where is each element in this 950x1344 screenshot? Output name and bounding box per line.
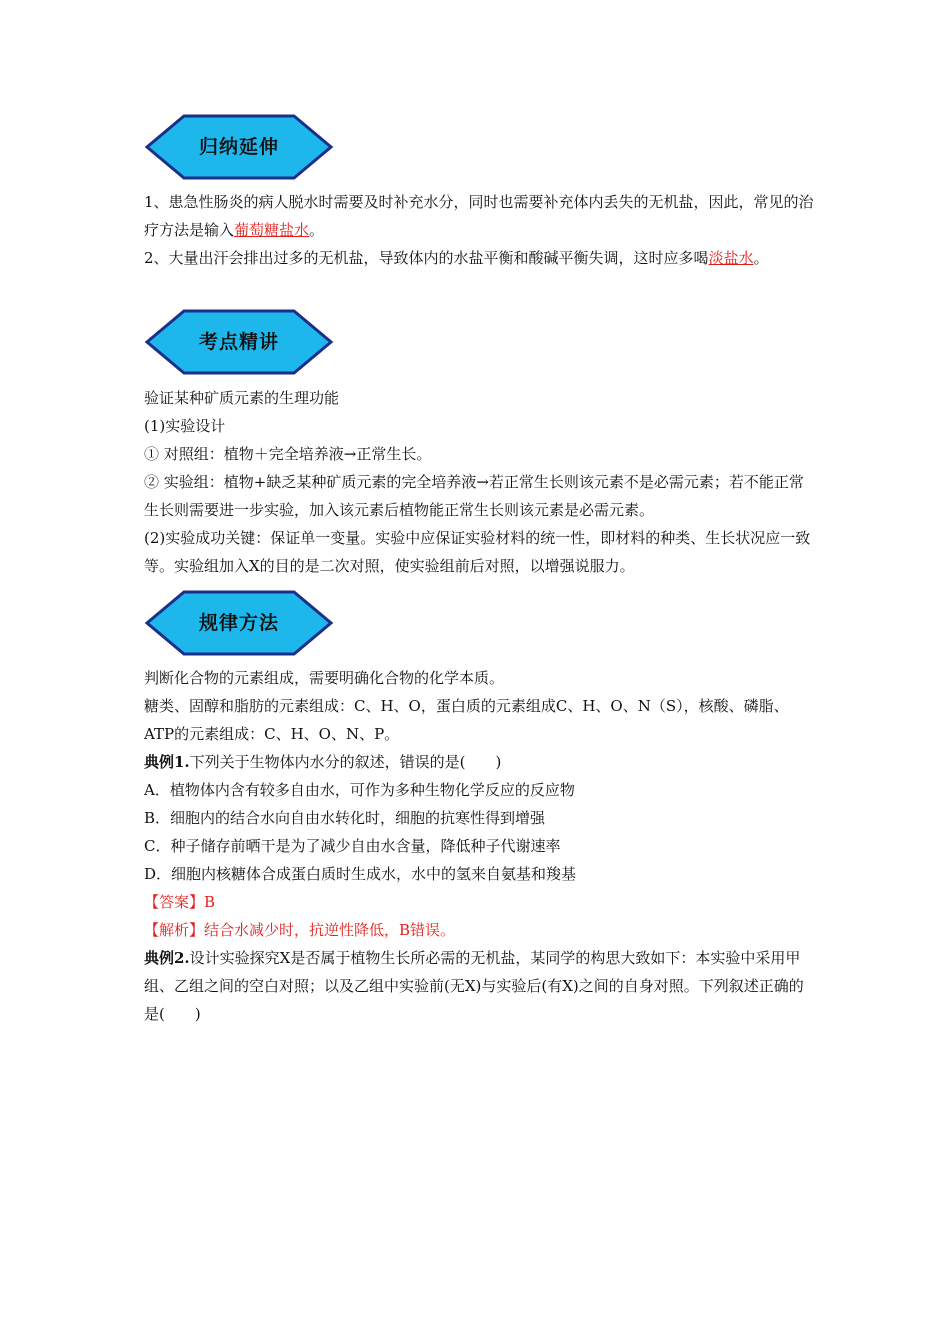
keypoint-line: ② 实验组：植物+缺乏某种矿质元素的完全培养液→若正常生长则该元素不是必需元素；若不能正常生长则需要进一步实验，加入该元素后植物能正常生长则该元素是必需元素。	[144, 473, 804, 519]
option-c: C．种子储存前晒干是为了减少自由水含量，降低种子代谢速率	[144, 837, 561, 855]
section-title: 考点精讲	[198, 331, 279, 353]
keypoint-line: (2)实验成功关键：保证单一变量。实验中应保证实验材料的统一性，即材料的种类、生长状况应一致等。实验组加入X的目的是二次对照，使实验组前后对照，以增强说服力。	[144, 529, 811, 575]
extension-text: 2、大量出汗会排出过多的无机盐，导致体内的水盐平衡和酸碱平衡失调，这时应多喝	[144, 249, 709, 267]
extension-text: 。	[309, 221, 325, 239]
section-title: 规律方法	[198, 612, 279, 634]
answer-tag: 【答案】	[144, 893, 205, 911]
example-2-question	[144, 944, 814, 1028]
example-1-question	[144, 748, 814, 776]
answer-value: B	[204, 893, 216, 911]
section-banner-keypoints	[144, 307, 334, 377]
keypoint-line: 验证某种矿质元素的生理功能	[144, 389, 340, 407]
highlight-term: 葡萄糖盐水	[234, 221, 310, 239]
option-b: B．细胞内的结合水向自由水转化时，细胞的抗寒性得到增强	[144, 809, 546, 827]
section-banner-methods	[144, 588, 334, 658]
question-text: 下列关于生物体内水分的叙述，错误的是( )	[189, 753, 502, 771]
option-d: D．细胞内核糖体合成蛋白质时生成水，水中的氢来自氨基和羧基	[144, 865, 577, 883]
keypoint-line: (1)实验设计	[144, 417, 226, 435]
explanation-tag: 【解析】	[144, 921, 205, 939]
method-line: 判断化合物的元素组成，需要明确化合物的化学本质。	[144, 669, 505, 687]
section-banner-extension	[144, 112, 334, 182]
highlight-term: 淡盐水	[708, 249, 754, 267]
example-label: 典例2.	[144, 949, 190, 967]
section-title: 归纳延伸	[198, 136, 279, 158]
question-text: 设计实验探究X是否属于植物生长所必需的无机盐，某同学的构思大致如下：本实验中采用甲组、乙组之间的空白对照；以及乙组中实验前(无X)与实验后(有X)之间的自身对照。下列叙述正确的是( )	[144, 949, 804, 1023]
extension-item-2	[144, 244, 814, 272]
answer-line	[144, 888, 814, 916]
extension-text: 。	[753, 249, 769, 267]
example-label: 典例1.	[144, 753, 190, 771]
option-a: A．植物体内含有较多自由水，可作为多种生物化学反应的反应物	[144, 781, 575, 799]
methods-body	[144, 664, 814, 1028]
extension-text: 1、患急性肠炎的病人脱水时需要及时补充水分，同时也需要补充体内丢失的无机盐，因此，常见的治疗方法是输入	[144, 193, 814, 239]
extension-body	[144, 188, 814, 272]
explanation-line	[144, 916, 814, 944]
method-line: 糖类、固醇和脂肪的元素组成：C、H、O，蛋白质的元素组成C、H、O、N（S），核酸、磷脂、ATP的元素组成：C、H、O、N、P。	[144, 697, 789, 743]
extension-item-1	[144, 188, 814, 244]
keypoint-line: ① 对照组：植物＋完全培养液→正常生长。	[144, 445, 432, 463]
explanation-value: 结合水减少时，抗逆性降低，B错误。	[204, 921, 456, 939]
keypoints-body	[144, 384, 814, 580]
